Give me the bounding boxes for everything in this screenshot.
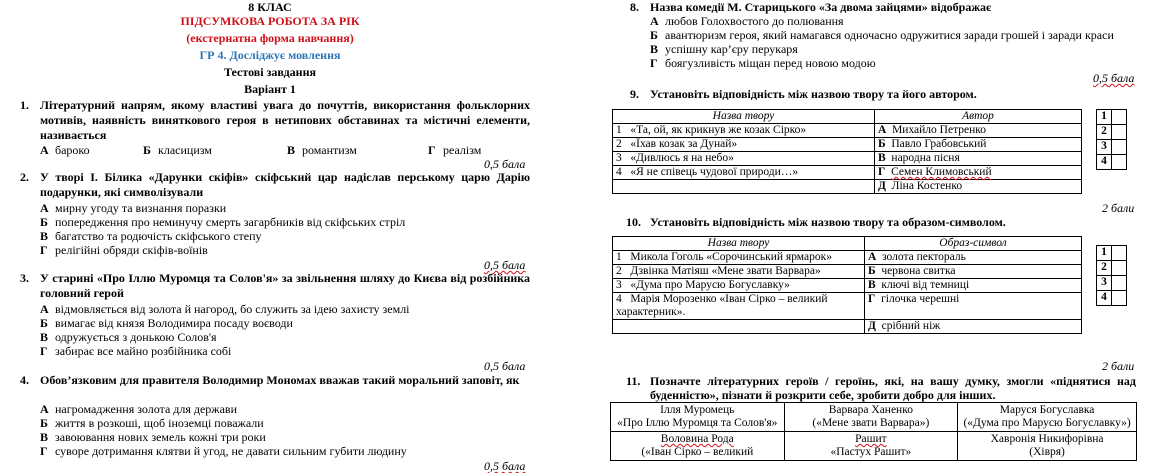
author-name: Ліна Костенко: [891, 180, 963, 192]
table-cell: [875, 124, 1082, 138]
option-text: романтизм: [302, 143, 357, 157]
option-letter: В: [40, 430, 49, 444]
answer-label: 3: [1097, 276, 1112, 291]
column-header: Образ-символ: [865, 237, 1082, 251]
answer-label: 1: [1097, 110, 1112, 125]
option-b[interactable]: [650, 28, 1114, 42]
author-name: Михайло Петренко: [892, 124, 986, 136]
option-letter: Г: [40, 344, 48, 358]
option-c[interactable]: [650, 42, 798, 56]
table-cell: [875, 138, 1082, 152]
work-title: Микола Гоголь «Сорочинський ярмарок»: [630, 251, 832, 263]
option-d[interactable]: [40, 243, 208, 257]
option-text: класицизм: [158, 143, 212, 157]
option-text: боягузливість міщан перед новою модою: [665, 56, 876, 70]
option-letter: В: [650, 42, 659, 56]
hero-work: «Пастух Рашит»: [830, 446, 912, 458]
option-text: багатство та родючість скіфського степу: [55, 229, 262, 243]
row-letter: Д: [868, 320, 876, 332]
option-c[interactable]: [287, 143, 357, 157]
table-row: [611, 432, 1137, 461]
option-b[interactable]: [40, 215, 405, 229]
table-cell: [865, 265, 1082, 279]
option-letter: Г: [40, 243, 48, 257]
row-letter: Г: [878, 166, 886, 178]
option-letter: В: [40, 330, 49, 344]
option-letter: А: [40, 201, 49, 215]
points-text: 0,5 бала: [1093, 71, 1135, 85]
answer-cell[interactable]: [1112, 140, 1127, 155]
option-letter: Б: [40, 316, 48, 330]
option-d[interactable]: [428, 143, 481, 157]
answer-row: [1097, 261, 1127, 276]
column-header: Назва твору: [613, 110, 875, 124]
row-letter: Д: [878, 180, 886, 192]
option-a[interactable]: [650, 14, 844, 28]
answer-cell[interactable]: [1112, 125, 1127, 140]
grade-label: 8 КЛАС: [248, 0, 292, 14]
option-letter: В: [287, 143, 296, 157]
option-a[interactable]: [40, 302, 410, 316]
option-text: авантюризм героя, який намагався одночасно одружитися заради грошей і заради краси: [665, 28, 1114, 42]
answer-label: 3: [1097, 140, 1112, 155]
row-number: 3: [616, 152, 622, 164]
answer-label: 4: [1097, 155, 1112, 170]
hero-name: Рашит: [855, 433, 887, 445]
answer-cell[interactable]: [1112, 276, 1127, 291]
table-cell: [613, 320, 865, 334]
hero-work: (Хівря): [1029, 446, 1065, 458]
points-label: [484, 359, 525, 373]
row-number: 1: [616, 251, 622, 263]
table-row: [613, 166, 1082, 180]
option-text: нагромадження золота для держави: [55, 402, 238, 416]
answer-grid-10: [1096, 245, 1127, 306]
option-a[interactable]: [40, 402, 237, 416]
points-text: 0,5 бала: [484, 459, 526, 473]
option-c[interactable]: [40, 330, 217, 344]
hero-cell[interactable]: [784, 403, 958, 432]
work-title: «Та, ой, як крикнув же козак Сірко»: [630, 124, 807, 136]
answer-label: 2: [1097, 261, 1112, 276]
question-text: У старині «Про Іллю Муромця та Солов'я» за звільнення шляху до Києва від розбійника головний герой: [40, 271, 530, 300]
points-label: [484, 459, 525, 473]
points-label: [484, 157, 525, 171]
answer-cell[interactable]: [1112, 261, 1127, 276]
row-number: 1: [616, 124, 622, 136]
option-text: попередження про неминучу смерть загарбників від скіфських стріл: [55, 215, 406, 229]
heroes-table: [610, 402, 1137, 461]
match-table-9: [612, 109, 1082, 194]
hero-name: Маруся Богуславка: [999, 404, 1095, 416]
row-number: 2: [616, 138, 622, 150]
option-a[interactable]: [40, 201, 226, 215]
table-cell: [613, 138, 875, 152]
table-row: [613, 251, 1082, 265]
symbol-name: ключі від темниці: [881, 279, 970, 291]
answer-label: 2: [1097, 125, 1112, 140]
author-name: Павло Грабовський: [891, 138, 987, 150]
table-cell: [875, 180, 1082, 194]
symbol-name: срібний ніж: [881, 320, 941, 332]
table-row: [611, 403, 1137, 432]
answer-row: [1097, 125, 1127, 140]
table-cell: [865, 320, 1082, 334]
table-cell: [613, 124, 875, 138]
table-row: [613, 138, 1082, 152]
table-header: [613, 237, 1082, 251]
option-c[interactable]: [40, 229, 262, 243]
option-letter: Г: [650, 56, 658, 70]
row-letter: Б: [868, 265, 876, 277]
hero-work: («Мене звати Варвара»): [812, 417, 930, 429]
hero-name: Воловина Рода: [660, 433, 734, 445]
table-cell: [865, 293, 1082, 320]
table-cell: [865, 251, 1082, 265]
question-number: 9.: [630, 87, 639, 101]
table-cell: [613, 293, 865, 320]
row-number: 2: [616, 265, 622, 277]
page-title: ПІДСУМКОВА РОБОТА ЗА РІК: [180, 14, 360, 28]
hero-work: («Іван Сірко – великий: [641, 446, 754, 458]
question-number: 1.: [20, 98, 29, 112]
option-letter: В: [40, 229, 49, 243]
option-text: успішну кар’єру перукаря: [665, 42, 798, 56]
option-text: реалізм: [443, 143, 482, 157]
author-name: Семен Климовський: [891, 166, 992, 178]
points-label: 2 бали: [1102, 201, 1135, 215]
points-text: 0,5 бала: [484, 157, 526, 171]
hero-cell[interactable]: [611, 432, 785, 461]
table-cell: [613, 180, 875, 194]
points-text: 0,5 бала: [484, 359, 526, 373]
work-title: «Я не співець чудової природи…»: [630, 166, 799, 178]
table-row: [613, 320, 1082, 334]
points-text: 0,5 бала: [484, 258, 526, 272]
hero-cell[interactable]: [958, 403, 1137, 432]
row-letter: В: [868, 279, 876, 291]
option-text: бароко: [55, 143, 90, 157]
option-text: завоювання нових земель кожні три роки: [55, 430, 266, 444]
answer-cell[interactable]: [1112, 155, 1127, 170]
option-text: вимагає від князя Володимира посаду воєводи: [55, 316, 293, 330]
row-number: 3: [616, 279, 622, 291]
table-cell: [613, 251, 865, 265]
work-title: «Дума про Марусю Богуславку»: [630, 279, 790, 291]
answer-row: [1097, 276, 1127, 291]
table-row: [613, 293, 1082, 320]
form-label: [0, 31, 540, 45]
table-row: [613, 152, 1082, 166]
row-letter: Г: [868, 293, 876, 305]
option-letter: Б: [650, 28, 658, 42]
answer-row: [1097, 291, 1127, 306]
column-header: Автор: [875, 110, 1082, 124]
option-letter: Г: [428, 143, 436, 157]
option-d[interactable]: [40, 344, 231, 358]
answer-grid-9: [1096, 109, 1127, 170]
hero-name: Хавронія Никифорівна: [990, 433, 1104, 445]
question-number: 11.: [626, 374, 641, 388]
answer-cell[interactable]: [1112, 291, 1127, 306]
table-cell: [613, 152, 875, 166]
hero-cell[interactable]: [784, 432, 958, 461]
option-b[interactable]: [40, 416, 264, 430]
answer-cell[interactable]: [1112, 246, 1127, 261]
option-text: мирну угоду та визнання поразки: [55, 201, 227, 215]
hero-work: «Про Іллю Муромця та Солов'я»: [617, 417, 778, 429]
row-letter: А: [878, 124, 887, 136]
question-text: Обов’язковим для правителя Володимир Мономах вважав такий моральний заповіт, як: [40, 373, 520, 387]
points-label: [484, 258, 525, 272]
answer-cell[interactable]: [1112, 110, 1127, 125]
hero-name: Варвара Ханенко: [828, 404, 913, 416]
row-number: 4: [616, 166, 622, 178]
option-letter: А: [650, 14, 659, 28]
option-text: життя в розкоші, щоб іноземці поважали: [55, 416, 264, 430]
answer-label: 1: [1097, 246, 1112, 261]
option-letter: Б: [143, 143, 151, 157]
option-b[interactable]: [40, 316, 293, 330]
question-text: Установіть відповідність між назвою твору та його автором.: [650, 87, 977, 101]
symbol-name: гілочка черешні: [881, 293, 960, 305]
table-row: [613, 124, 1082, 138]
form-label-text: (екстернатна форма навчання): [186, 31, 354, 45]
option-letter: А: [40, 302, 49, 316]
option-text: релігійні обряди скіфів-воїнів: [55, 243, 208, 257]
question-number: 2.: [20, 170, 29, 184]
table-cell: [613, 265, 865, 279]
option-d[interactable]: [40, 444, 407, 458]
table-row: [613, 180, 1082, 194]
work-title: «Дивлюсь я на небо»: [630, 152, 734, 164]
group-label: ГР 4. Досліджує мовлення: [199, 48, 341, 62]
work-title: Марія Морозенко «Іван Сірко – великий характерник».: [616, 293, 828, 318]
hero-work: («Дума про Марусю Богуславку»): [963, 417, 1131, 429]
row-number: 4: [616, 293, 622, 305]
table-cell: [875, 152, 1082, 166]
table-row: [613, 279, 1082, 293]
table-header: [613, 110, 1082, 124]
option-letter: А: [40, 402, 49, 416]
question-text: Установіть відповідність між назвою твору та образом-символом.: [650, 215, 1006, 229]
subtitle: Тестові завдання: [224, 65, 316, 79]
table-cell: [613, 279, 865, 293]
work-title: «Їхав козак за Дунай»: [630, 138, 738, 150]
match-table-10: [612, 236, 1082, 334]
answer-row: [1097, 246, 1127, 261]
option-text: суворе дотримання клятви й угод, не давати сильним губити людину: [55, 444, 407, 458]
answer-row: [1097, 110, 1127, 125]
table-cell: [875, 166, 1082, 180]
question-text: Назва комедії М. Старицького «За двома зайцями» відображає: [650, 0, 992, 14]
hero-name: Ілля Муромець: [660, 404, 735, 416]
row-letter: В: [878, 152, 886, 164]
option-text: відмовляється від золота й нагород, бо служить за ідею захисту землі: [55, 302, 410, 316]
table-cell: [865, 279, 1082, 293]
hero-cell[interactable]: [611, 403, 785, 432]
answer-row: [1097, 140, 1127, 155]
option-text: одружується з донькою Солов'я: [55, 330, 217, 344]
option-letter: А: [40, 143, 49, 157]
work-title: Дзвінка Матіяш «Мене звати Варвара»: [630, 265, 821, 277]
table-row: [613, 265, 1082, 279]
row-letter: Б: [878, 138, 886, 150]
question-text: Позначте літературних героїв / героїнь, які, на вашу думку, змогли «піднятися над буденністю», пізнати й розкрити себе, зробити добро для інших.: [650, 374, 1136, 402]
question-number: 3.: [20, 271, 29, 285]
option-letter: Г: [40, 444, 48, 458]
question-number: 8.: [630, 0, 639, 14]
column-header: Назва твору: [613, 237, 865, 251]
question-number: 10.: [626, 215, 641, 229]
right-column: [580, 0, 1157, 473]
hero-cell[interactable]: [958, 432, 1137, 461]
option-d[interactable]: [650, 56, 876, 70]
option-a[interactable]: [40, 143, 90, 157]
row-letter: А: [868, 251, 877, 263]
answer-label: 4: [1097, 291, 1112, 306]
option-b[interactable]: [143, 143, 212, 157]
table-cell: [613, 166, 875, 180]
variant-label: Варіант 1: [244, 82, 296, 96]
option-c[interactable]: [40, 430, 266, 444]
points-label: [1093, 71, 1134, 85]
option-text: любов Голохвостого до полювання: [665, 14, 844, 28]
left-column: [0, 0, 540, 473]
option-letter: Б: [40, 416, 48, 430]
option-text: забирає все майно розбійника собі: [55, 344, 232, 358]
question-text: Літературний напрям, якому властиві увага до почуттів, використання фольклорних мотивів, наявність виняткового героя в нетипових обставинах та містичні елементи, називається: [40, 98, 530, 142]
author-name: народна пісня: [891, 152, 960, 164]
answer-row: [1097, 155, 1127, 170]
question-text: У творі І. Білика «Дарунки скіфів» скіфський цар надіслав перському царю Дарію подарунки, які символізували: [40, 170, 530, 199]
symbol-name: золота пектораль: [882, 251, 966, 263]
question-number: 4.: [20, 373, 29, 387]
points-label: 2 бали: [1102, 359, 1135, 373]
symbol-name: червона свитка: [881, 265, 956, 277]
option-letter: Б: [40, 215, 48, 229]
